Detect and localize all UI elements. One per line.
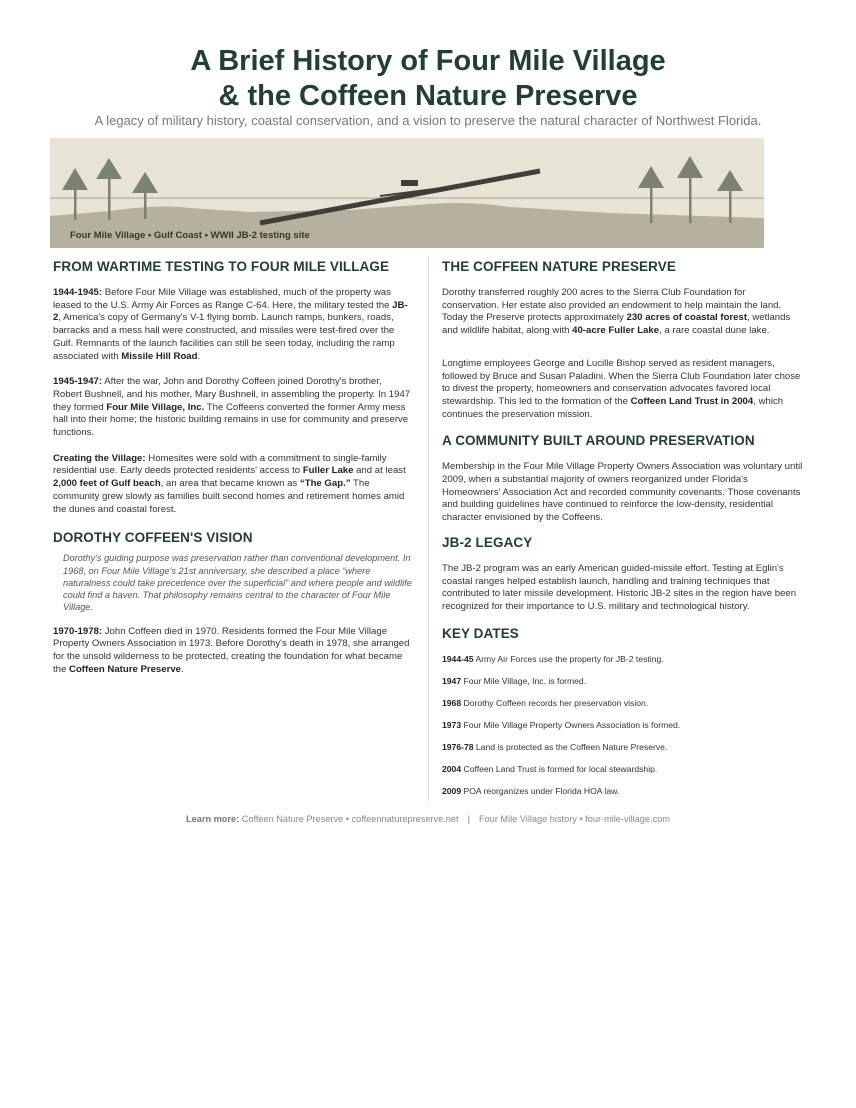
section-heading: FROM WARTIME TESTING TO FOUR MILE VILLAGE <box>53 259 390 274</box>
column-divider <box>428 256 429 801</box>
footer-separator: | <box>467 814 470 824</box>
banner-caption: Four Mile Village • Gulf Coast • WWII JB-2 testing site <box>70 230 310 241</box>
page-subtitle: A legacy of military history, coastal conservation, and a vision to preserve the natural character of Northwest Florida. <box>94 113 762 128</box>
key-dates-list <box>442 654 804 797</box>
section-heading: DOROTHY COFFEEN'S VISION <box>53 530 253 546</box>
paragraph: 1944-1945: Before Four Mile Village was established, much of the property was leased to the U.S. Army Air Forces as Range C-64. Here, the military tested the JB-2, America's copy of Germany's V-1 flying bomb. Launch ramps, bunkers, roads, barracks and a mess hall were constructed, and missiles were test-fired over the Gulf. Remnants of the launch facilities can still be seen today, including the ramp associated with Missile Hill Road. <box>53 287 408 362</box>
section-heading: A COMMUNITY BUILT AROUND PRESERVATION <box>442 433 755 449</box>
footer-label: Learn more: <box>186 814 240 824</box>
list-item: 2004 Coffeen Land Trust is formed for local stewardship. <box>442 763 658 774</box>
paragraph: Longtime employees George and Lucille Bishop served as resident managers, followed by Bruce and Susan Paladini. When the Sierra Club Foundation later chose to divest the property, homeowners and conservation advocates favored local stewardship. This led to the formation of the Coffeen Land Trust in 2004, which continues the preservation mission. <box>442 357 801 420</box>
title-line-1: A Brief History of Four Mile Village <box>190 45 666 77</box>
list-item: 1976-78 Land is protected as the Coffeen Nature Preserve. <box>442 741 668 752</box>
footer-link-preserve[interactable]: Coffeen Nature Preserve • coffeennaturepreserve.net <box>239 814 459 824</box>
paragraph: Dorothy transferred roughly 200 acres to the Sierra Club Foundation for conservation. Her estate also provided an endowment to help maintain the land. Today the Preserve protects approximately 230 acres of coastal forest, wetlands and wildlife habitat, along with 40-acre Fuller Lake, a rare coastal dune lake. <box>442 287 791 337</box>
paragraph: Creating the Village: Homesites were sold with a commitment to single-family residential use. Early deeds protected residents' access to Fuller Lake and at least 2,000 feet of Gulf beach, an area that became known as “The Gap.” The community grew slowly as families built second homes and retirement homes amid the dunes and coastal forest. <box>53 452 406 515</box>
footer <box>0 814 856 824</box>
vision-quote: Dorothy's guiding purpose was preservation rather than conventional development. In 1968, on Four Mile Village's 21st anniversary, she described a place “where naturalness could take precedence over the superficial” and where people and wildlife could find a haven. That philosophy remains central to the character of Four Mile Village. <box>63 553 412 613</box>
section-heading: THE COFFEEN NATURE PRESERVE <box>442 259 676 274</box>
section-heading: KEY DATES <box>442 625 519 641</box>
list-item: 1947 Four Mile Village, Inc. is formed. <box>442 675 587 686</box>
footer-link-village[interactable]: Four Mile Village history • four-mile-village.com <box>478 814 670 824</box>
left-column <box>53 258 413 690</box>
title-line-2: & the Coffeen Nature Preserve <box>218 80 638 112</box>
page-title <box>0 44 856 114</box>
list-item: 2009 POA reorganizes under Florida HOA law. <box>442 785 620 796</box>
list-item: 1944-45 Army Air Forces use the property for JB-2 testing. <box>442 653 664 664</box>
paragraph: Membership in the Four Mile Village Property Owners Association was voluntary until 2009, when a substantial majority of owners reorganized under Florida's Homeowners' Association Act and recorded community covenants. Those covenants and building guidelines have continued to reinforce the low-density, residential character envisioned by the Coffeens. <box>442 461 803 524</box>
section-heading: JB-2 LEGACY <box>442 534 533 550</box>
list-item: 1973 Four Mile Village Property Owners Association is formed. <box>442 719 681 730</box>
paragraph: 1970-1978: John Coffeen died in 1970. Residents formed the Four Mile Village Property Owners Association in 1973. Before Dorothy's death in 1978, she arranged for the unsold wilderness to be protected, creating the foundation for what became the Coffeen Nature Preserve. <box>53 625 410 675</box>
paragraph: 1945-1947: After the war, John and Dorothy Coffeen joined Dorothy's brother, Robert Bushnell, and his mother, Mary Bushnell, in assembling the property. In 1947 they formed Four Mile Village, Inc. The Coffeens converted the former Army mess hall into their home; the historic building remains in use for community and preserve functions. <box>53 376 411 439</box>
right-column <box>442 258 804 808</box>
list-item: 1968 Dorothy Coffeen records her preservation vision. <box>442 697 649 708</box>
paragraph: The JB-2 program was an early American guided-missile effort. Testing at Eglin's coastal ranges helped establish launch, handling and training techniques that contributed to later missile development. Historic JB-2 sites in the region have been recognized for their importance to U.S. military and technological history. <box>442 562 797 612</box>
